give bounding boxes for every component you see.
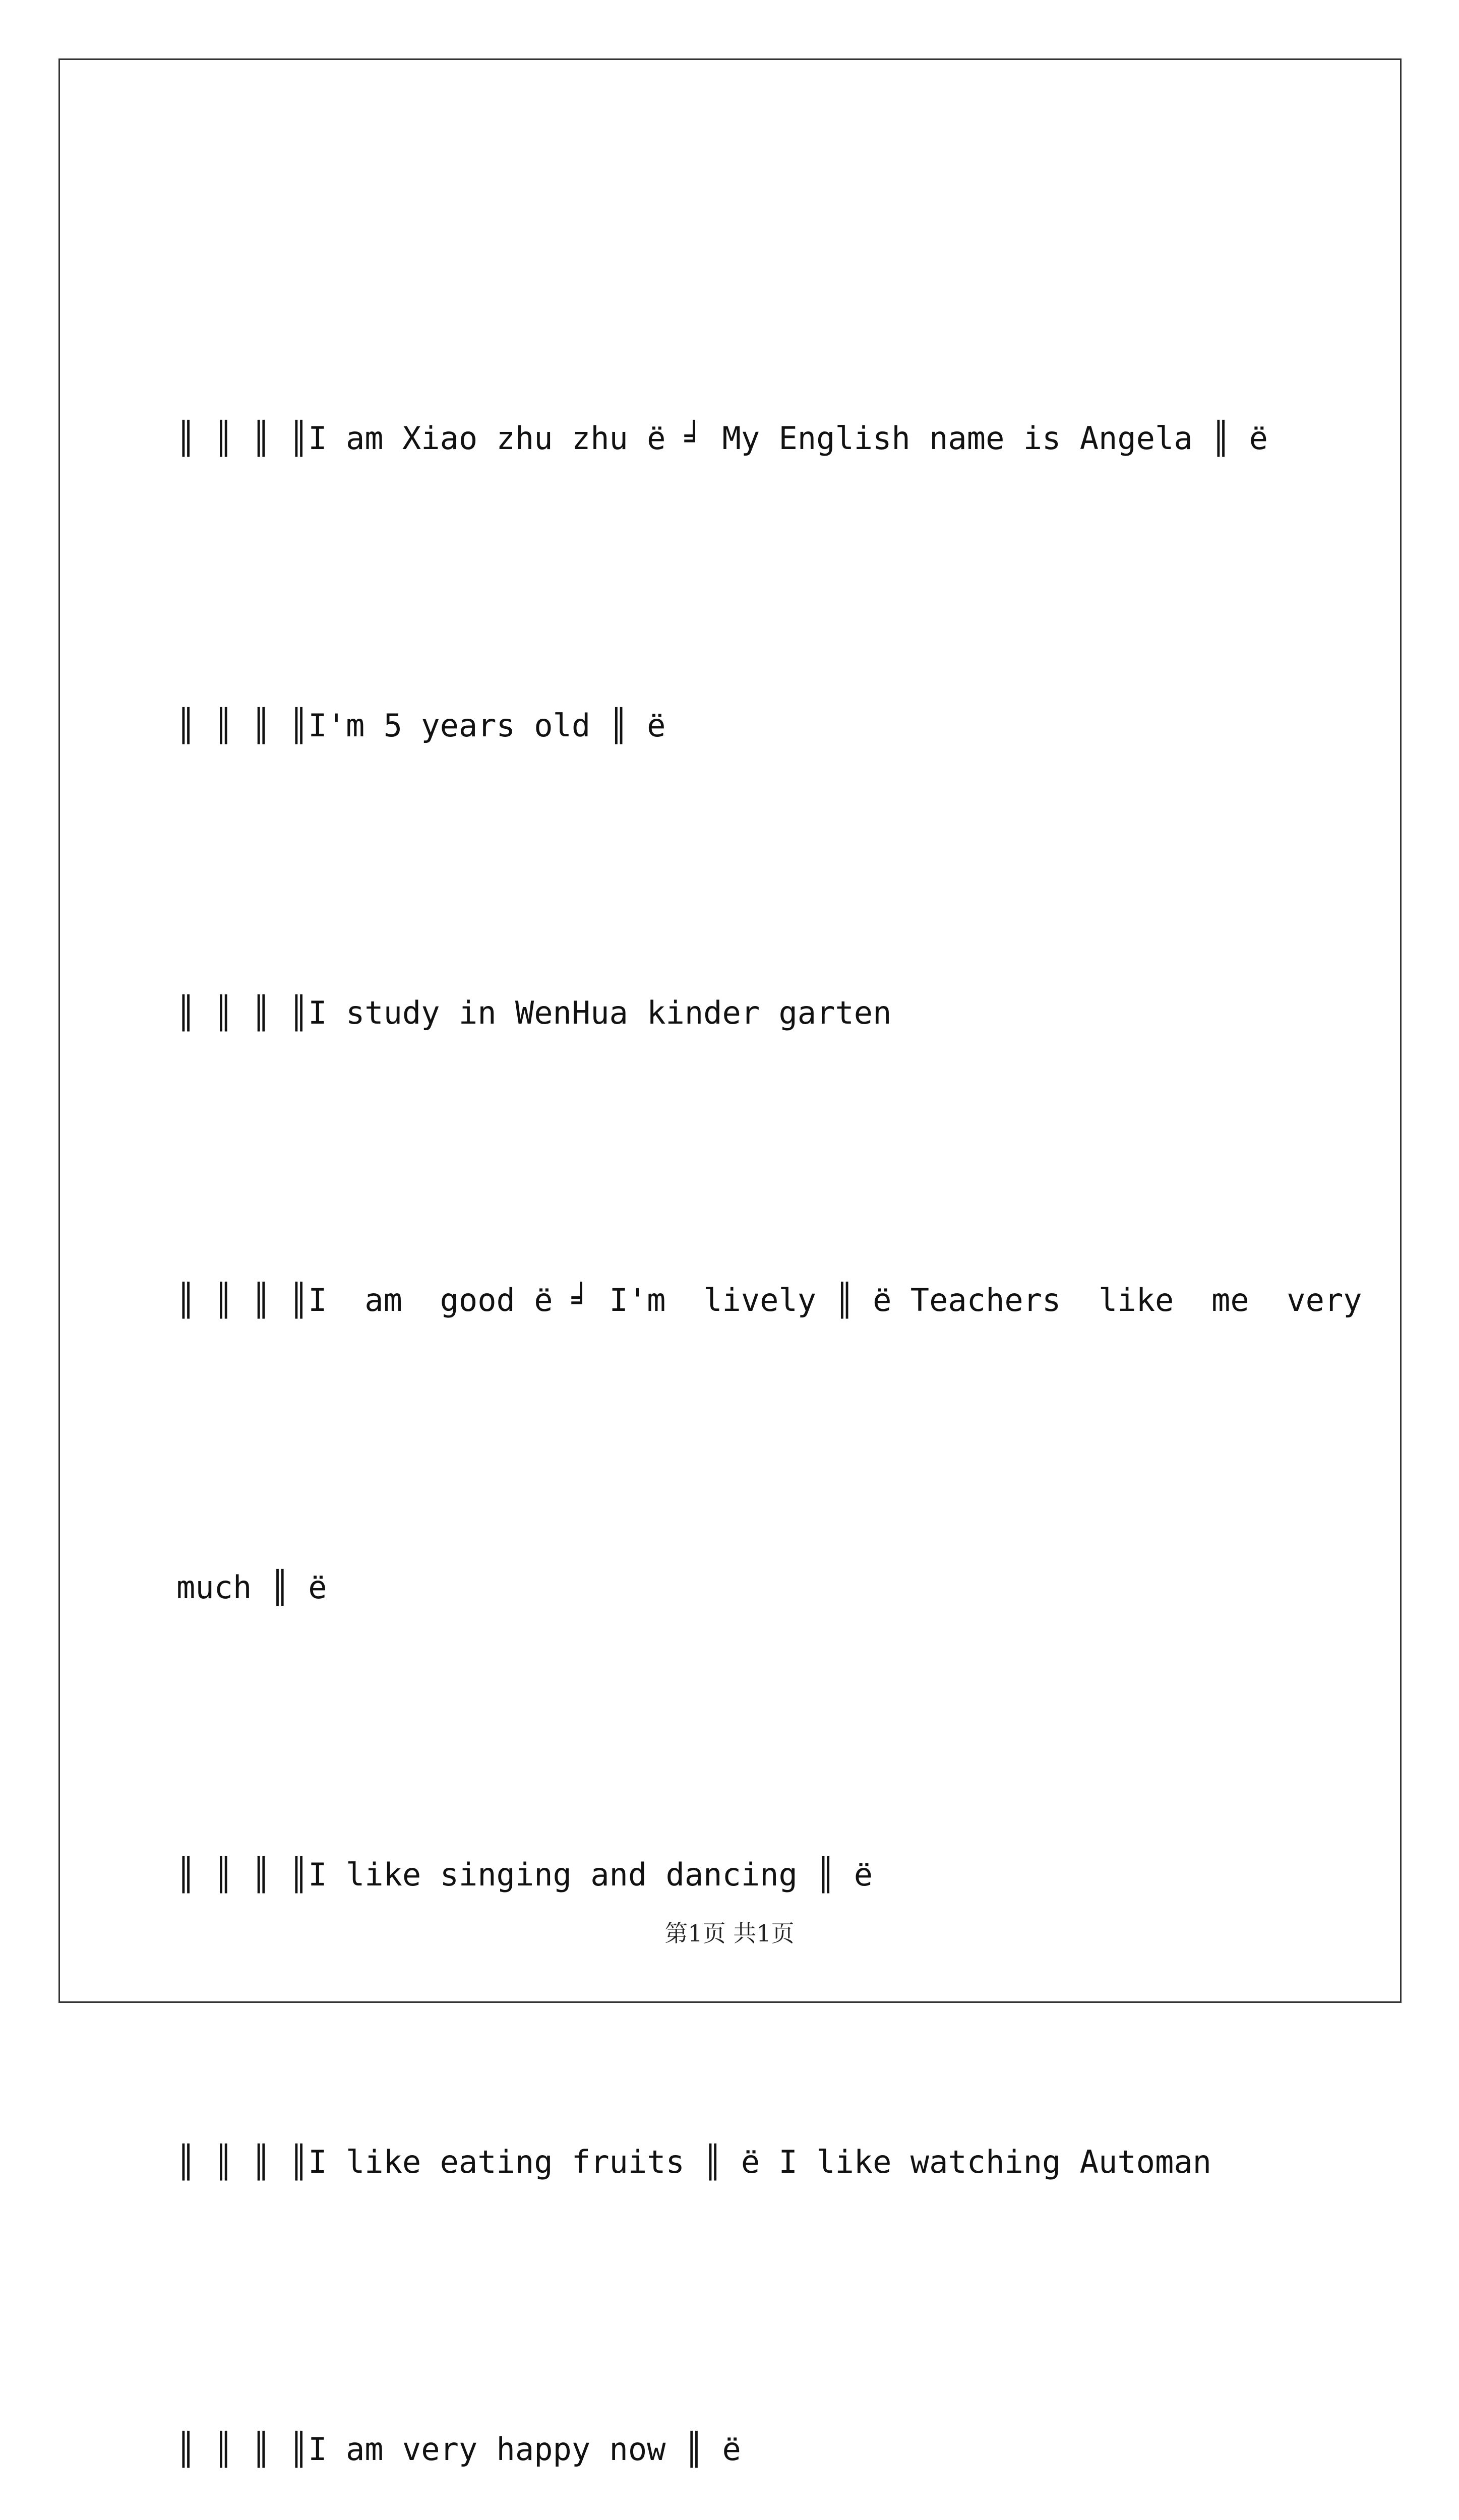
- text-line: ║ ║ ║ ║I am very happy now ║ ё: [176, 2431, 741, 2468]
- page-number-footer: 第1页 共1页: [664, 1920, 795, 1947]
- text-line: ║ ║ ║ ║I study in WenHua kinder garten: [176, 994, 892, 1031]
- text-line: ║ ║ ║ ║I am good ё ╛ I'm lively ║ ё Teachers like me very: [176, 1282, 1362, 1318]
- document-body: [176, 199, 1362, 2520]
- text-line: ║ ║ ║ ║I am Xiao zhu zhu ё ╛ My English name is Angela ║ ё: [176, 420, 1268, 457]
- text-line: ║ ║ ║ ║I like singing and dancing ║ ё: [176, 1856, 873, 1893]
- text-line: much ║ ё: [176, 1569, 327, 1606]
- text-line: ║ ║ ║ ║I like eating fruits ║ ё I like watching Automan: [176, 2144, 1211, 2180]
- text-line: ║ ║ ║ ║I'm 5 years old ║ ё: [176, 707, 666, 744]
